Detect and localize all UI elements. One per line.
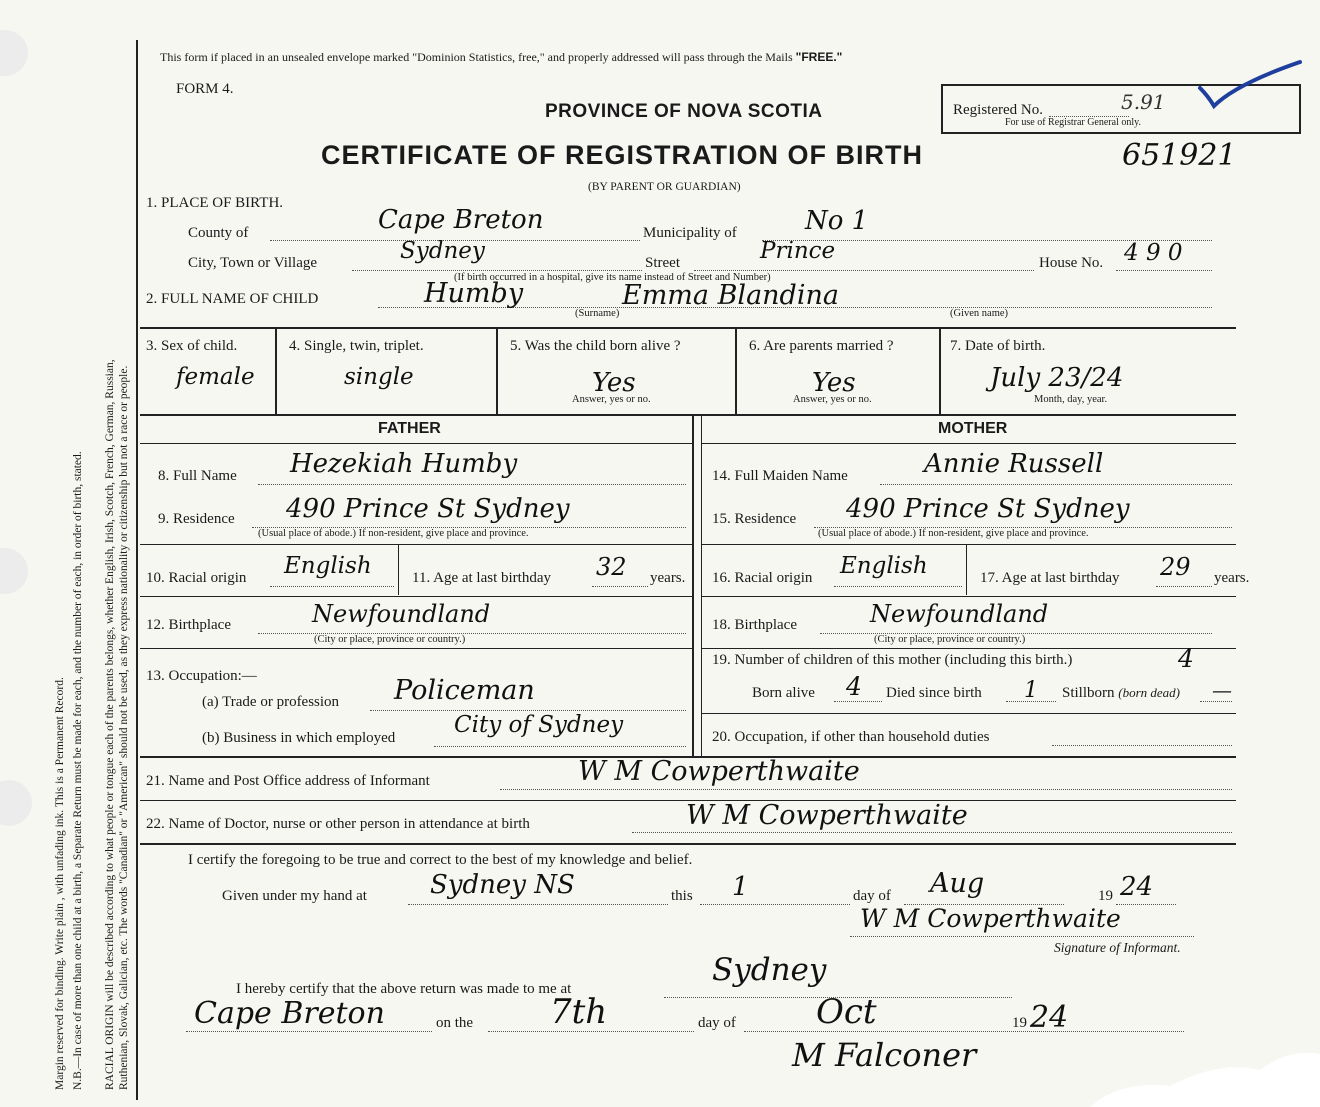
house-value: 4 9 0 <box>1124 240 1183 266</box>
punch-hole <box>0 780 32 826</box>
registrar-year-prefix: 19 <box>1012 1015 1027 1031</box>
child-surname: Humby <box>424 278 524 309</box>
father-business-value: City of Sydney <box>454 712 624 738</box>
house-label: House No. <box>1039 255 1104 271</box>
registrar-statement: I hereby certify that the above return was made to me at <box>236 981 572 997</box>
rule <box>140 843 1236 845</box>
rule <box>702 713 1236 714</box>
mail-notice: This form if placed in an unsealed envelope marked "Dominion Statistics, free," and properly addressed will pass through the Mails "FREE." <box>160 50 843 64</box>
father-business-label: (b) Business in which employed <box>202 730 396 746</box>
punch-hole <box>0 548 28 594</box>
given-caption: (Given name) <box>950 308 1009 319</box>
informant-label: 21. Name and Post Office address of Informant <box>146 773 430 789</box>
father-race-label: 10. Racial origin <box>146 570 247 586</box>
mother-occupation-label: 20. Occupation, if other than household duties <box>712 729 990 745</box>
dob-caption: Month, day, year. <box>1034 394 1108 405</box>
registrar-day-of-label: day of <box>698 1015 736 1031</box>
torn-corner <box>1060 1040 1320 1107</box>
mother-name-label: 14. Full Maiden Name <box>712 468 848 484</box>
mother-name-line <box>880 484 1232 485</box>
city-value: Sydney <box>400 238 485 264</box>
mother-children-value: 4 <box>1178 644 1194 673</box>
father-age-line <box>592 586 648 587</box>
father-birthplace-label: 12. Birthplace <box>146 617 231 633</box>
street-value: Prince <box>760 238 836 264</box>
registrar-year-value: 24 <box>1030 1000 1069 1035</box>
mother-residence-label: 15. Residence <box>712 511 797 527</box>
registrar-county-value: Cape Breton <box>194 996 385 1031</box>
mother-age-label: 17. Age at last birthday <box>980 570 1120 586</box>
father-residence-value: 490 Prince St Sydney <box>286 494 570 524</box>
father-race-value: English <box>284 553 372 579</box>
doctor-line <box>632 832 1232 833</box>
rule <box>702 544 1236 545</box>
mother-name-value: Annie Russell <box>924 449 1104 479</box>
father-birthplace-caption: (City or place, province or country.) <box>314 634 466 645</box>
check-mark-icon <box>1196 58 1306 118</box>
informant-line <box>500 789 1232 790</box>
mother-years-label: years. <box>1214 570 1250 586</box>
grid-divider <box>966 545 967 595</box>
doctor-value: W M Cowperthwaite <box>686 800 968 831</box>
county-value: Cape Breton <box>378 205 544 235</box>
given-year-prefix: 19 <box>1098 888 1113 904</box>
mother-age-line <box>1156 586 1212 587</box>
registered-value: 5.91 <box>1121 90 1166 114</box>
father-heading: FATHER <box>378 420 441 437</box>
this-label: this <box>671 888 693 904</box>
mother-children-label: 19. Number of children of this mother (including this birth.) <box>712 652 1073 668</box>
died-label: Died since birth <box>886 685 982 701</box>
grid-divider <box>398 545 399 595</box>
plural-value: single <box>344 364 414 390</box>
given-month-value: Aug <box>930 868 985 899</box>
municipality-label: Municipality of <box>643 225 737 241</box>
stillborn-label: Stillborn (born dead) <box>1062 685 1181 701</box>
sex-value: female <box>176 364 255 390</box>
center-divider <box>692 416 694 756</box>
stillborn-value: — <box>1212 678 1232 702</box>
mother-birthplace-value: Newfoundland <box>870 600 1049 628</box>
registered-label: Registered No. <box>953 102 1043 118</box>
rule <box>140 327 1236 329</box>
margin-note-nb: N.B.—In case of more than one child at a birth, a Separate Return must be made for each, and the number of each, in order of birth, stated. <box>72 451 84 1090</box>
certificate-number: 651921 <box>1122 138 1237 173</box>
given-year-line <box>1116 904 1176 905</box>
child-given-name: Emma Blandina <box>622 280 839 311</box>
certificate-title: CERTIFICATE OF REGISTRATION OF BIRTH <box>321 140 923 170</box>
registrar-month-line <box>744 1031 1184 1032</box>
father-residence-label: 9. Residence <box>158 511 235 527</box>
father-name-label: 8. Full Name <box>158 468 237 484</box>
child-name-label: 2. FULL NAME OF CHILD <box>146 291 319 307</box>
father-age-value: 32 <box>596 553 627 581</box>
mother-birthplace-label: 18. Birthplace <box>712 617 797 633</box>
mother-race-line <box>834 586 962 587</box>
sex-label: 3. Sex of child. <box>146 338 238 354</box>
certify-statement: I certify the foregoing to be true and correct to the best of my knowledge and belief. <box>188 852 693 868</box>
dob-value: July 23/24 <box>990 363 1124 393</box>
born-alive-label: Born alive <box>752 685 815 701</box>
registrar-month-value: Oct <box>816 992 877 1032</box>
registrar-county-line <box>186 1031 432 1032</box>
father-name-value: Hezekiah Humby <box>290 449 518 479</box>
rule <box>140 544 692 545</box>
doctor-label: 22. Name of Doctor, nurse or other person in attendance at birth <box>146 816 530 832</box>
grid-divider <box>496 329 498 414</box>
given-day-value: 1 <box>732 872 749 902</box>
mother-age-value: 29 <box>1160 553 1191 581</box>
rule <box>140 443 692 444</box>
informant-signature: W M Cowperthwaite <box>860 904 1121 933</box>
alive-label: 5. Was the child born alive ? <box>510 338 681 354</box>
form-number: FORM 4. <box>176 81 234 97</box>
margin-note-racial-1: RACIAL ORIGIN will be described according to what people or tongue each of the parents belongs, whether English, Irish, Scotch, French, German, Russian, <box>104 359 116 1090</box>
married-label: 6. Are parents married ? <box>749 338 894 354</box>
alive-value: Yes <box>592 368 636 398</box>
mother-residence-value: 490 Prince St Sydney <box>846 494 1130 524</box>
certificate-subtitle: (BY PARENT OR GUARDIAN) <box>588 181 741 193</box>
margin-rule <box>136 40 138 1100</box>
margin-note-racial-2: Ruthenian, Slovak, Galician, etc. The words "Canadian" or "American" should not be used, as they express nationality or citizenship but not a race or people. <box>118 365 130 1090</box>
county-label: County of <box>188 225 249 241</box>
born-alive-line <box>834 701 882 702</box>
punch-hole <box>0 30 28 76</box>
father-trade-line <box>370 710 686 711</box>
mother-race-label: 16. Racial origin <box>712 570 813 586</box>
registrar-place-value: Sydney <box>712 952 827 988</box>
center-divider <box>701 416 702 756</box>
born-alive-value: 4 <box>846 672 862 701</box>
mother-residence-caption: (Usual place of abode.) If non-resident, give place and province. <box>818 528 1089 539</box>
rule <box>140 648 692 649</box>
mother-race-value: English <box>840 553 928 579</box>
father-age-label: 11. Age at last birthday <box>412 570 551 586</box>
rule <box>140 596 692 597</box>
father-race-line <box>270 586 394 587</box>
rule <box>702 596 1236 597</box>
rule <box>702 443 1236 444</box>
father-business-line <box>434 746 686 747</box>
registrar-day-value: 7th <box>550 992 608 1032</box>
dob-label: 7. Date of birth. <box>950 338 1046 354</box>
father-residence-caption: (Usual place of abode.) If non-resident, give place and province. <box>258 528 529 539</box>
father-years-label: years. <box>650 570 686 586</box>
municipality-value: No 1 <box>805 206 869 236</box>
mother-heading: MOTHER <box>938 420 1008 437</box>
died-value: 1 <box>1024 678 1038 703</box>
given-place-line <box>408 904 668 905</box>
street-label: Street <box>645 255 680 271</box>
father-occupation-label: 13. Occupation:— <box>146 668 257 684</box>
given-year-value: 24 <box>1120 872 1154 902</box>
mother-birthplace-caption: (City or place, province or country.) <box>874 634 1026 645</box>
province-heading: PROVINCE OF NOVA SCOTIA <box>545 101 823 122</box>
city-label: City, Town or Village <box>188 255 318 271</box>
alive-caption: Answer, yes or no. <box>572 394 651 405</box>
father-trade-label: (a) Trade or profession <box>202 694 340 710</box>
city-line <box>352 270 642 271</box>
informant-signature-line <box>850 936 1194 937</box>
registered-note: For use of Registrar General only. <box>1005 117 1141 128</box>
rule <box>140 414 1236 416</box>
grid-divider <box>939 329 941 414</box>
father-trade-value: Policeman <box>394 675 535 706</box>
street-line <box>694 270 1034 271</box>
house-line <box>1116 270 1212 271</box>
married-value: Yes <box>812 368 856 398</box>
surname-caption: (Surname) <box>575 308 620 319</box>
given-label: Given under my hand at <box>222 888 367 904</box>
place-section-label: 1. PLACE OF BIRTH. <box>146 195 284 211</box>
grid-divider <box>275 329 277 414</box>
on-the-label: on the <box>436 1015 474 1031</box>
married-caption: Answer, yes or no. <box>793 394 872 405</box>
father-birthplace-value: Newfoundland <box>312 600 491 628</box>
plural-label: 4. Single, twin, triplet. <box>289 338 424 354</box>
rule <box>702 648 1236 649</box>
given-day-line <box>700 904 850 905</box>
informant-value: W M Cowperthwaite <box>578 756 860 787</box>
signature-caption: Signature of Informant. <box>1054 940 1181 955</box>
grid-divider <box>735 329 737 414</box>
hospital-note: (If birth occurred in a hospital, give its name instead of Street and Number) <box>454 272 771 283</box>
binding-margin <box>0 0 138 1107</box>
margin-note-binding: Margin reserved for binding. Write plain , with unfading ink. This is a Permanent Record. <box>54 677 66 1090</box>
given-place-value: Sydney NS <box>430 870 575 900</box>
father-name-line <box>258 484 686 485</box>
mother-occupation-line <box>1052 745 1232 746</box>
given-day-of-label: day of <box>853 888 891 904</box>
registrar-signature: M Falconer <box>792 1036 977 1074</box>
